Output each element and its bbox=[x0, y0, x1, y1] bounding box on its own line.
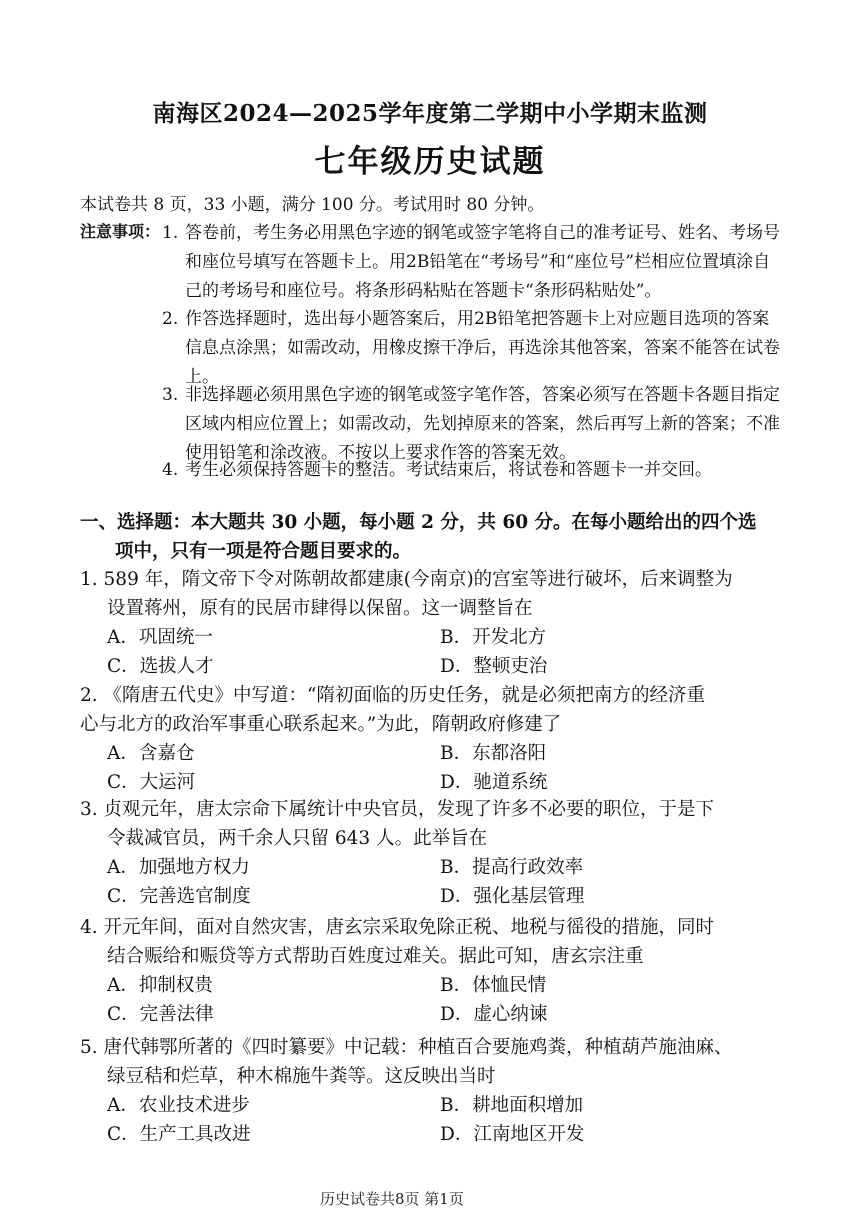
option-d: D．驰道系统 bbox=[440, 772, 548, 793]
notes-label: 注意事项： bbox=[80, 222, 161, 241]
question-4 bbox=[80, 913, 780, 1029]
exam-intro: 本试卷共 8 页，33 小题，满分 100 分。考试用时 80 分钟。 bbox=[80, 195, 545, 215]
option-d: D．虚心纳谏 bbox=[440, 1004, 548, 1025]
exam-title-line1: 南海区2024—2025学年度第二学期中小学期末监测 bbox=[152, 100, 708, 127]
option-d: D．江南地区开发 bbox=[440, 1124, 585, 1145]
page-footer: 历史试卷共8页 第1页 bbox=[320, 1190, 464, 1208]
option-c: C．生产工具改进 bbox=[107, 1124, 251, 1145]
question-2 bbox=[80, 681, 780, 797]
option-a: A．巩固统一 bbox=[107, 627, 213, 648]
question-5 bbox=[80, 1033, 780, 1149]
option-b: B．提高行政效率 bbox=[440, 857, 584, 878]
option-b: B．耕地面积增加 bbox=[440, 1095, 584, 1116]
option-a: A．抑制权贵 bbox=[107, 975, 213, 996]
question-stem: 2. 《隋唐五代史》中写道：“隋初面临的历史任务，就是必须把南方的经济重 bbox=[80, 685, 705, 706]
question-stem-cont: 结合赈给和赈贷等方式帮助百姓度过难关。据此可知，唐玄宗注重 bbox=[107, 946, 644, 967]
section-heading bbox=[80, 508, 780, 566]
question-stem-cont: 设置蒋州，原有的民居市肆得以保留。这一调整旨在 bbox=[107, 598, 533, 619]
note-text: 作答选择题时，选出每小题答案后，用2B铅笔把答题卡上对应题目选项的答案信息点涂黑；如需改动，用橡皮擦干净后，再选涂其他答案，答案不能答在试卷上。 bbox=[185, 309, 780, 387]
question-stem-cont: 心与北方的政治军事重心联系起来。”为此，隋朝政府修建了 bbox=[80, 714, 562, 735]
option-a: A．加强地方权力 bbox=[107, 857, 250, 878]
note-text: 答卷前，考生务必用黑色字迹的钢笔或签字笔将自己的准考证号、姓名、考场号和座位号填写在答题卡上。用2B铅笔在“考场号”和“座位号”栏相应位置填涂自己的考场号和座位号。将条形码粘贴在答题卡“条形码粘贴处”。 bbox=[185, 223, 780, 301]
option-c: C．完善法律 bbox=[107, 1004, 214, 1025]
question-stem: 4. 开元年间，面对自然灾害，唐玄宗采取免除正税、地税与徭役的措施，同时 bbox=[80, 917, 715, 938]
note-text: 非选择题必须用黑色字迹的钢笔或签字笔作答，答案必须写在答题卡各题目指定区域内相应位置上；如需改动，先划掉原来的答案，然后再写上新的答案；不准使用铅笔和涂改液。不按以上要求作答的答案无效。 bbox=[185, 385, 780, 463]
option-group bbox=[80, 623, 780, 681]
note-number: 3. bbox=[162, 385, 179, 405]
option-d: D．整顿吏治 bbox=[440, 656, 548, 677]
option-d: D．强化基层管理 bbox=[440, 886, 585, 907]
option-a: A．农业技术进步 bbox=[107, 1095, 250, 1116]
option-b: B．体恤民情 bbox=[440, 975, 547, 996]
exam-title-line2: 七年级历史试题 bbox=[314, 144, 546, 180]
option-group bbox=[80, 971, 780, 1029]
note-item bbox=[162, 381, 780, 468]
option-b: B．东都洛阳 bbox=[440, 743, 547, 764]
option-b: B．开发北方 bbox=[440, 627, 547, 648]
question-3 bbox=[80, 795, 780, 911]
note-item bbox=[162, 305, 780, 392]
note-item bbox=[162, 456, 780, 485]
section-heading-line2: 项中，只有一项是符合题目要求的。 bbox=[115, 541, 412, 562]
option-group bbox=[80, 853, 780, 911]
note-number: 4. bbox=[162, 460, 179, 480]
note-number: 1. bbox=[162, 223, 179, 243]
question-stem-cont: 绿豆秸和烂草，种木棉施牛粪等。这反映出当时 bbox=[107, 1066, 496, 1087]
option-c: C．完善选官制度 bbox=[107, 886, 251, 907]
question-stem: 3. 贞观元年，唐太宗命下属统计中央官员，发现了许多不必要的职位，于是下 bbox=[80, 799, 715, 820]
option-group bbox=[80, 1091, 780, 1149]
option-c: C．大运河 bbox=[107, 772, 196, 793]
section-heading-line1: 一、选择题：本大题共 30 小题，每小题 2 分，共 60 分。在每小题给出的四个选 bbox=[80, 512, 757, 533]
note-number: 2. bbox=[162, 309, 179, 329]
question-stem: 1. 589 年，隋文帝下令对陈朝故都建康(今南京)的宫室等进行破坏，后来调整为 bbox=[80, 569, 733, 590]
note-text: 考生必须保持答题卡的整洁。考试结束后，将试卷和答题卡一并交回。 bbox=[185, 460, 712, 480]
option-a: A．含嘉仓 bbox=[107, 743, 195, 764]
option-c: C．选拔人才 bbox=[107, 656, 214, 677]
question-stem-cont: 令裁减官员，两千余人只留 643 人。此举旨在 bbox=[107, 828, 488, 849]
question-stem: 5. 唐代韩鄂所著的《四时纂要》中记载：种植百合要施鸡粪，种植葫芦施油麻、 bbox=[80, 1037, 733, 1058]
note-item bbox=[162, 219, 780, 306]
option-group bbox=[80, 739, 780, 797]
question-1 bbox=[80, 565, 780, 681]
